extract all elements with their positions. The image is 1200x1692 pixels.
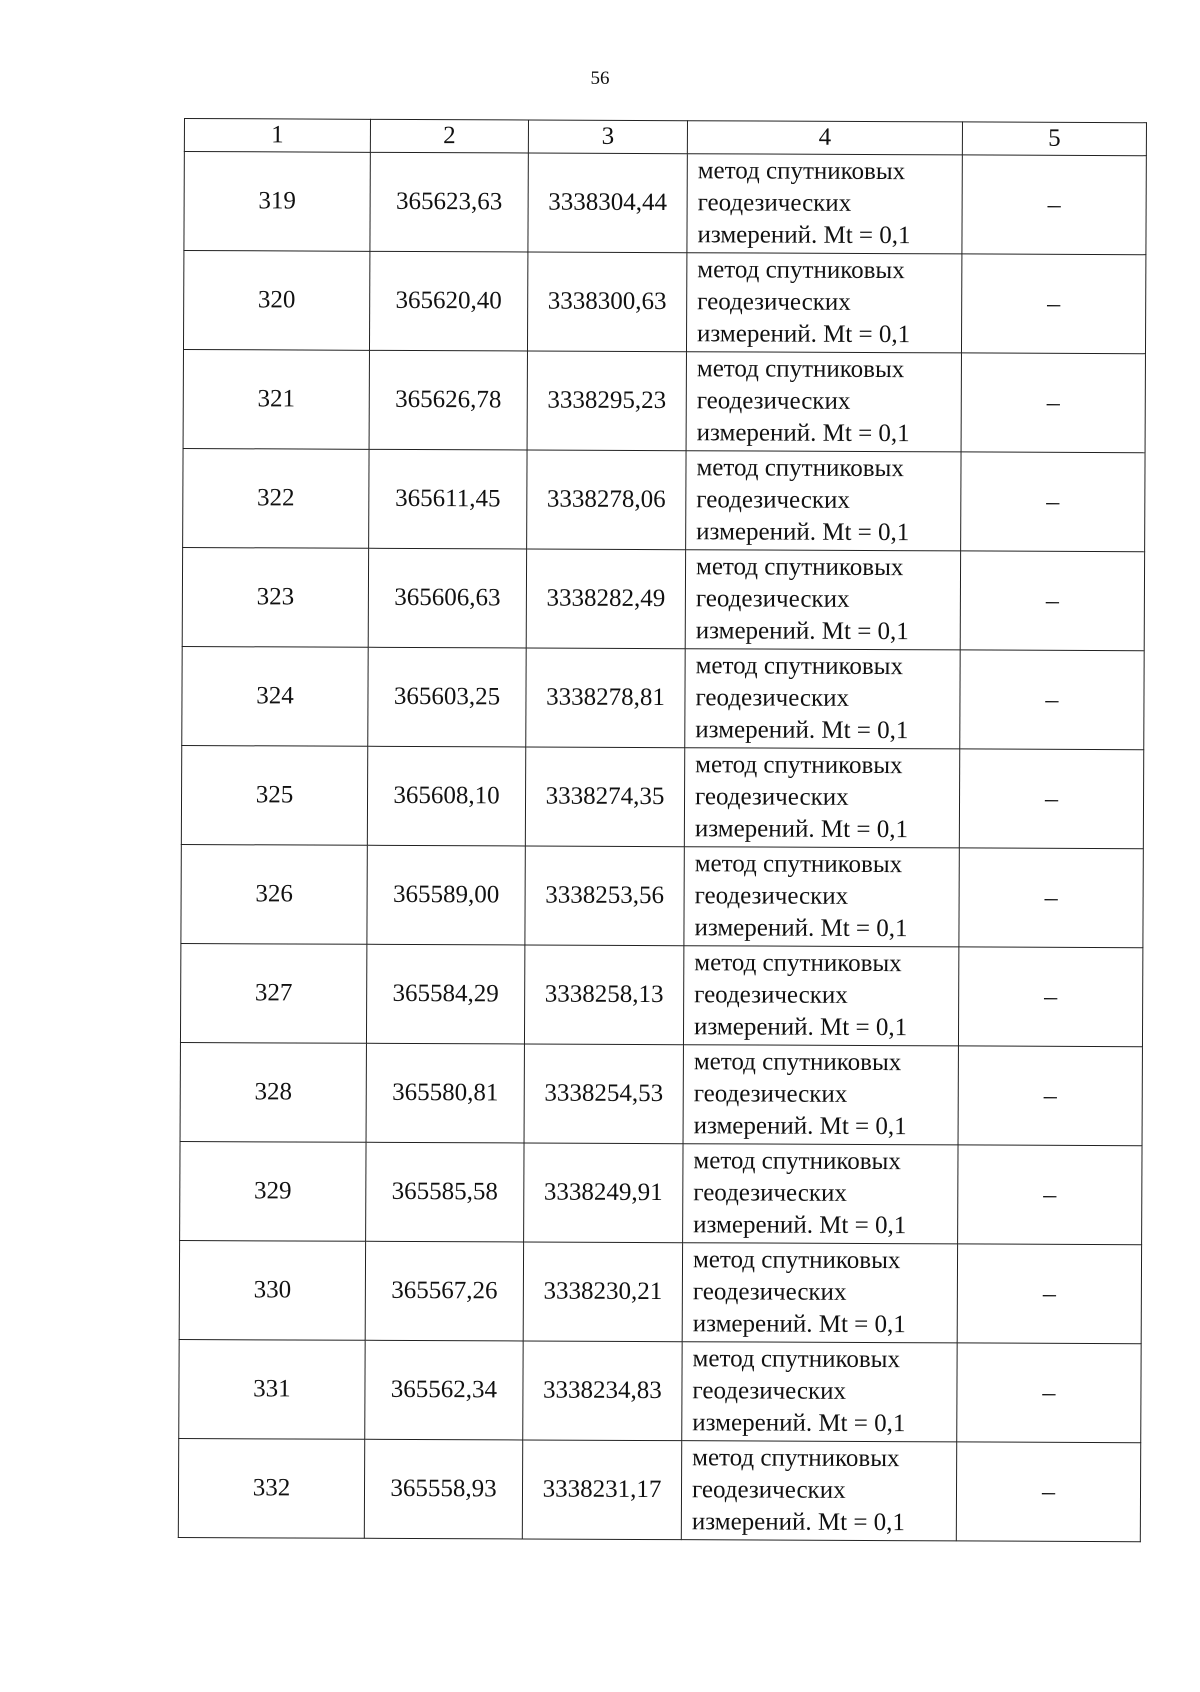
x-coordinate-cell: 365558,93 xyxy=(364,1439,522,1539)
note-cell xyxy=(958,1046,1142,1146)
y-coordinate-cell: 3338253,56 xyxy=(525,846,684,946)
method-description-line: метод спутниковых xyxy=(695,553,904,582)
note-cell xyxy=(959,749,1143,849)
note-value: – xyxy=(1042,1278,1056,1308)
method-description-line: геодезических xyxy=(695,684,850,712)
note-value: – xyxy=(1043,1080,1057,1110)
method-description-cell xyxy=(682,1243,957,1343)
method-description-line: измерений. Mt = 0,1 xyxy=(697,320,911,349)
table-row xyxy=(183,251,1145,354)
method-description-line: геодезических xyxy=(693,1179,847,1207)
note-cell xyxy=(960,551,1144,651)
column-header: 4 xyxy=(687,121,962,155)
point-number-cell: 327 xyxy=(180,943,366,1043)
table-row xyxy=(180,943,1142,1046)
note-cell xyxy=(961,254,1145,354)
point-number-cell: 321 xyxy=(183,349,369,449)
method-description-line: геодезических xyxy=(694,783,849,811)
method-description-line: геодезических xyxy=(695,585,850,613)
method-description-line: метод спутниковых xyxy=(693,1048,902,1077)
x-coordinate-cell: 365562,34 xyxy=(365,1340,523,1440)
method-description-line: измерений. Mt = 0,1 xyxy=(697,221,911,250)
method-description-line: измерений. Mt = 0,1 xyxy=(693,1013,908,1042)
y-coordinate-cell: 3338300,63 xyxy=(527,252,686,352)
method-description-cell xyxy=(683,1045,958,1145)
x-coordinate-cell: 365589,00 xyxy=(367,845,525,945)
method-description-line: метод спутниковых xyxy=(697,256,905,285)
method-description-line: геодезических xyxy=(692,1278,847,1306)
y-coordinate-cell: 3338282,49 xyxy=(526,549,685,649)
point-number-cell: 330 xyxy=(179,1240,365,1340)
method-description-line: измерений. Mt = 0,1 xyxy=(692,1310,906,1339)
x-coordinate-cell: 365567,26 xyxy=(365,1241,523,1341)
note-cell xyxy=(960,650,1144,750)
method-description-line: измерений. Mt = 0,1 xyxy=(696,518,910,547)
column-header: 3 xyxy=(528,120,687,154)
method-description-line: метод спутниковых xyxy=(692,1246,901,1275)
y-coordinate-cell: 3338258,13 xyxy=(524,945,683,1045)
method-description-cell xyxy=(686,352,961,452)
method-description-cell xyxy=(686,253,961,353)
method-description-line: метод спутниковых xyxy=(696,355,905,384)
y-coordinate-cell: 3338230,21 xyxy=(523,1242,682,1342)
column-header: 2 xyxy=(370,119,528,153)
method-description-line: геодезических xyxy=(697,288,851,316)
method-description-line: метод спутниковых xyxy=(696,454,904,483)
method-description-line: измерений. Mt = 0,1 xyxy=(695,716,909,745)
x-coordinate-cell: 365603,25 xyxy=(368,647,526,747)
table-row xyxy=(180,1042,1142,1145)
column-header: 5 xyxy=(962,122,1146,156)
method-description-line: метод спутниковых xyxy=(697,157,906,186)
point-number-cell: 324 xyxy=(182,646,368,746)
y-coordinate-cell: 3338254,53 xyxy=(524,1044,683,1144)
table-row xyxy=(179,1240,1141,1343)
method-description-line: геодезических xyxy=(693,1080,848,1108)
method-description-cell xyxy=(683,1144,958,1244)
note-cell xyxy=(957,1343,1141,1443)
table-row xyxy=(178,1438,1140,1541)
table-row xyxy=(181,844,1143,947)
x-coordinate-cell: 365585,58 xyxy=(366,1142,524,1242)
point-number-cell: 322 xyxy=(183,448,369,548)
y-coordinate-cell: 3338278,81 xyxy=(526,648,685,748)
method-description-line: геодезических xyxy=(691,1476,846,1504)
note-value: – xyxy=(1046,486,1060,516)
method-description-line: метод спутниковых xyxy=(693,1147,901,1176)
point-number-cell: 331 xyxy=(179,1339,365,1439)
y-coordinate-cell: 3338249,91 xyxy=(524,1143,683,1243)
point-number-cell: 329 xyxy=(180,1141,366,1241)
method-description-cell xyxy=(684,748,959,848)
method-description-cell xyxy=(687,154,962,254)
method-description-cell xyxy=(683,946,958,1046)
table-row xyxy=(184,152,1146,255)
method-description-line: измерений. Mt = 0,1 xyxy=(693,1211,907,1240)
point-number-cell: 326 xyxy=(181,844,367,944)
point-number-cell: 319 xyxy=(184,152,370,252)
note-cell xyxy=(961,353,1145,453)
method-description-line: метод спутниковых xyxy=(695,751,903,780)
method-description-line: измерений. Mt = 0,1 xyxy=(693,1112,907,1141)
coordinates-table-body xyxy=(178,119,1146,1542)
note-value: – xyxy=(1041,1476,1056,1506)
y-coordinate-cell: 3338278,06 xyxy=(527,450,686,550)
method-description-line: метод спутниковых xyxy=(694,949,902,978)
method-description-line: измерений. Mt = 0,1 xyxy=(691,1508,906,1537)
coordinates-table xyxy=(178,118,1147,1542)
note-value: – xyxy=(1047,189,1061,219)
table-row xyxy=(179,1339,1141,1442)
point-number-cell: 328 xyxy=(180,1042,366,1142)
note-value: – xyxy=(1043,1179,1057,1209)
page-number: 56 xyxy=(590,68,610,89)
method-description-line: метод спутниковых xyxy=(692,1444,900,1473)
point-number-cell: 323 xyxy=(182,547,368,647)
method-description-line: измерений. Mt = 0,1 xyxy=(694,914,908,943)
note-value: – xyxy=(1044,882,1058,912)
table-row xyxy=(182,646,1144,749)
method-description-line: геодезических xyxy=(696,486,850,514)
point-number-cell: 325 xyxy=(181,745,367,845)
y-coordinate-cell: 3338274,35 xyxy=(525,747,684,847)
x-coordinate-cell: 365606,63 xyxy=(368,548,526,648)
method-description-line: измерений. Mt = 0,1 xyxy=(694,815,909,844)
method-description-line: измерений. Mt = 0,1 xyxy=(692,1409,906,1438)
method-description-line: метод спутниковых xyxy=(692,1345,901,1374)
note-value: – xyxy=(1045,585,1059,615)
method-description-line: метод спутниковых xyxy=(694,850,903,879)
note-cell xyxy=(956,1442,1140,1542)
method-description-line: геодезических xyxy=(696,387,851,415)
method-description-line: измерений. Mt = 0,1 xyxy=(695,617,909,646)
note-cell xyxy=(961,452,1145,552)
table-row xyxy=(180,1141,1142,1244)
note-value: – xyxy=(1046,387,1060,417)
method-description-cell xyxy=(685,550,960,650)
column-header: 1 xyxy=(184,119,370,153)
x-coordinate-cell: 365611,45 xyxy=(369,449,527,549)
table-row xyxy=(181,745,1143,848)
table-row xyxy=(183,448,1145,551)
y-coordinate-cell: 3338304,44 xyxy=(528,153,687,253)
note-value: – xyxy=(1047,288,1061,318)
y-coordinate-cell: 3338234,83 xyxy=(523,1341,682,1441)
table-row xyxy=(183,349,1145,452)
method-description-line: геодезических xyxy=(694,882,849,910)
method-description-line: геодезических xyxy=(694,981,848,1009)
note-cell xyxy=(957,1244,1141,1344)
x-coordinate-cell: 365608,10 xyxy=(367,746,525,846)
method-description-cell xyxy=(681,1441,956,1541)
method-description-cell xyxy=(684,847,959,947)
note-value: – xyxy=(1045,684,1059,714)
x-coordinate-cell: 365584,29 xyxy=(366,944,524,1044)
note-value: – xyxy=(1044,783,1059,813)
x-coordinate-cell: 365580,81 xyxy=(366,1043,524,1143)
method-description-cell xyxy=(686,451,961,551)
note-cell xyxy=(959,848,1143,948)
note-cell xyxy=(958,1145,1142,1245)
method-description-cell xyxy=(682,1342,957,1442)
point-number-cell: 320 xyxy=(183,251,369,351)
note-cell xyxy=(958,947,1142,1047)
x-coordinate-cell: 365620,40 xyxy=(369,251,527,351)
method-description-cell xyxy=(685,649,960,749)
table-row xyxy=(182,547,1144,650)
note-cell xyxy=(962,155,1146,255)
method-description-line: геодезических xyxy=(692,1377,847,1405)
note-value: – xyxy=(1042,1377,1056,1407)
y-coordinate-cell: 3338295,23 xyxy=(527,351,686,451)
table-header-row xyxy=(184,119,1146,156)
note-value: – xyxy=(1044,981,1058,1011)
method-description-line: метод спутниковых xyxy=(695,652,904,681)
method-description-line: геодезических xyxy=(697,189,852,217)
x-coordinate-cell: 365623,63 xyxy=(370,152,528,252)
y-coordinate-cell: 3338231,17 xyxy=(522,1440,681,1540)
method-description-line: измерений. Mt = 0,1 xyxy=(696,419,910,448)
x-coordinate-cell: 365626,78 xyxy=(369,350,527,450)
point-number-cell: 332 xyxy=(178,1438,364,1538)
